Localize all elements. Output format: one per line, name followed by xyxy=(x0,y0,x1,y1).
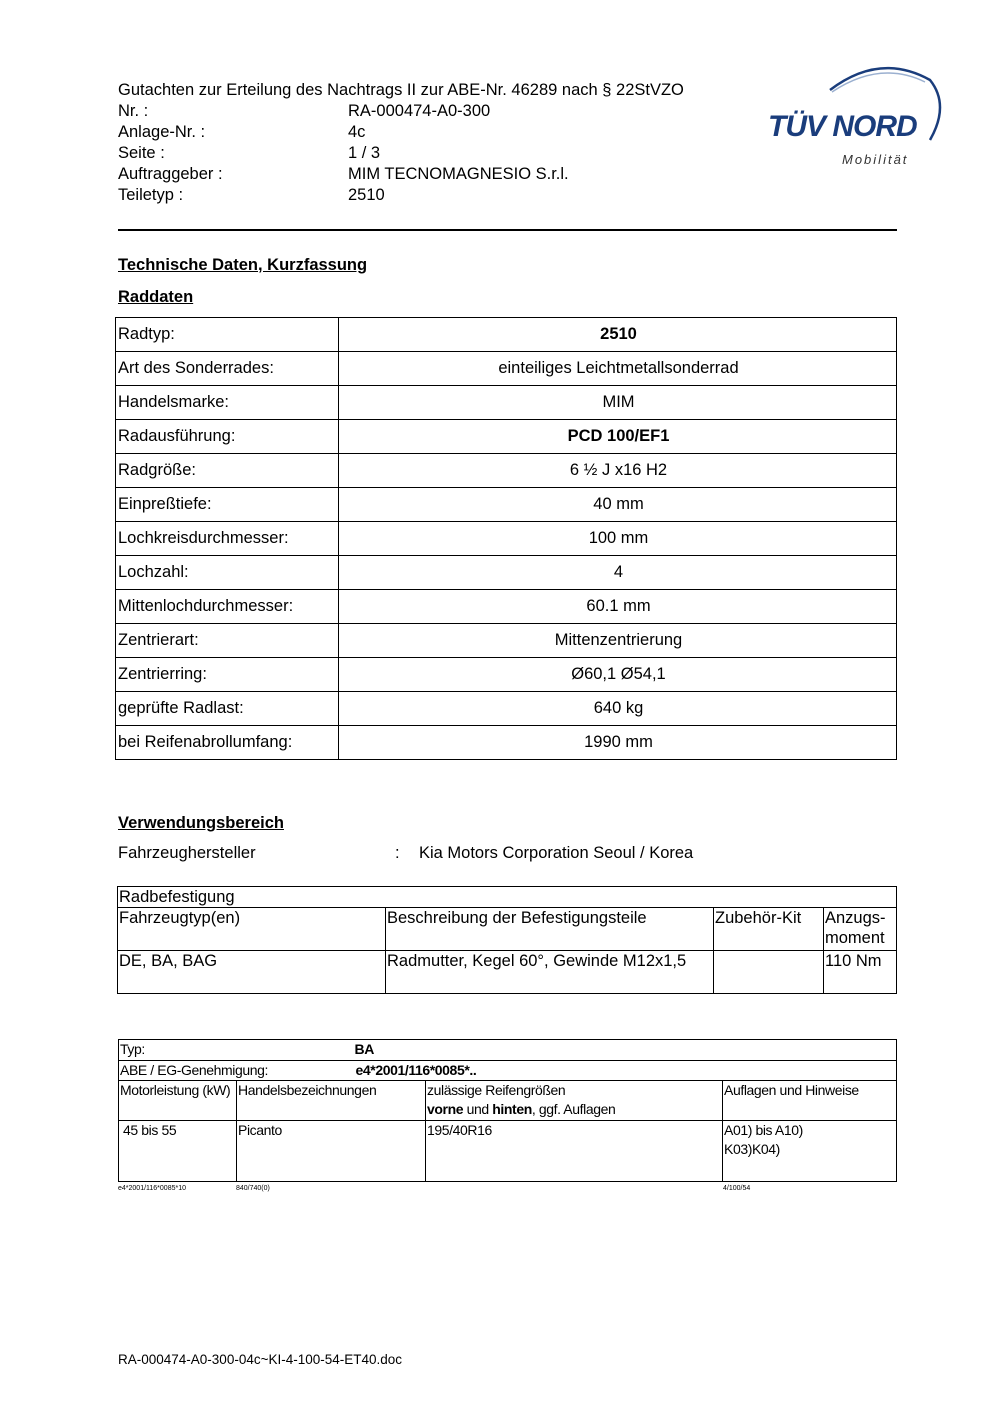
document-filename: RA-000474-A0-300-04c~KI-4-100-54-ET40.doc xyxy=(118,1352,403,1367)
approval-value: e4*2001/116*0085*.. xyxy=(355,1061,826,1081)
manufacturer-label: Fahrzeughersteller xyxy=(118,844,256,862)
header-value: 2510 xyxy=(348,186,385,204)
column-header: Beschreibung der Befestigungsteile xyxy=(386,908,714,951)
wheel-data-table xyxy=(115,317,897,760)
row-value: 100 mm xyxy=(339,522,897,556)
footnote-code: 840/740(0) xyxy=(236,1185,270,1192)
tyres-front: vorne xyxy=(427,1101,464,1117)
row-label: Handelsmarke: xyxy=(116,386,339,420)
manufacturer-line xyxy=(118,844,693,863)
table-row xyxy=(119,1121,897,1182)
tyres-header-line1: zulässige Reifengrößen xyxy=(427,1082,566,1098)
table-row xyxy=(118,908,897,951)
table-row xyxy=(116,488,897,522)
table-row xyxy=(118,951,897,994)
table-row xyxy=(116,692,897,726)
type-approval-table xyxy=(118,1039,897,1182)
row-label: Zentrierring: xyxy=(116,658,339,692)
table-row xyxy=(119,1040,897,1061)
column-header: Motorleistung (kW) xyxy=(119,1081,237,1121)
column-header: Auflagen und Hinweise xyxy=(723,1081,897,1121)
type-value: BA xyxy=(237,1040,897,1061)
table-row xyxy=(116,556,897,590)
row-label: Einpreßtiefe: xyxy=(116,488,339,522)
tyre-cell: 195/40R16 xyxy=(426,1121,723,1182)
row-value: 640 kg xyxy=(339,692,897,726)
header-row-teiletyp xyxy=(118,185,684,206)
table-row xyxy=(116,522,897,556)
mounting-table xyxy=(117,886,897,994)
logo-subtitle: Mobilität xyxy=(842,152,909,167)
row-value: PCD 100/EF1 xyxy=(339,420,897,454)
tyres-rest: , ggf. Auflagen xyxy=(531,1101,616,1117)
table-row xyxy=(119,1061,897,1081)
section-heading-wheel: Raddaten xyxy=(118,288,194,306)
name-cell: Picanto xyxy=(237,1121,426,1182)
row-label: Radtyp: xyxy=(116,318,339,352)
row-value: 60.1 mm xyxy=(339,590,897,624)
table-row xyxy=(116,590,897,624)
type-label: Typ: xyxy=(119,1040,237,1061)
header-label: Auftraggeber : xyxy=(118,165,223,183)
header-divider xyxy=(118,229,897,231)
tyres-rear: hinten xyxy=(492,1101,532,1117)
header-row-seite xyxy=(118,143,684,164)
header-value: 4c xyxy=(348,123,366,141)
header-label: Teiletyp : xyxy=(118,186,184,204)
header-label: Seite : xyxy=(118,144,165,162)
row-label: Lochkreisdurchmesser: xyxy=(116,522,339,556)
row-value: 2510 xyxy=(339,318,897,352)
notes-line2: K03)K04) xyxy=(724,1141,780,1157)
table-row xyxy=(116,352,897,386)
document-header xyxy=(118,80,684,206)
row-label: Mittenlochdurchmesser: xyxy=(116,590,339,624)
manufacturer-value: Kia Motors Corporation Seoul / Korea xyxy=(419,844,694,862)
mounting-title: Radbefestigung xyxy=(118,887,897,908)
header-value: 1 / 3 xyxy=(348,144,381,162)
tyres-and: und xyxy=(463,1101,493,1117)
footnote-notes: 4/100/54 xyxy=(723,1185,751,1192)
header-label: Anlage-Nr. : xyxy=(118,123,206,141)
notes-cell xyxy=(723,1121,897,1182)
header-row-auftraggeber xyxy=(118,164,684,185)
section-heading-usage: Verwendungsbereich xyxy=(118,814,284,832)
notes-line1: A01) bis A10) xyxy=(724,1122,803,1138)
header-row-nr xyxy=(118,101,684,122)
row-value: 40 mm xyxy=(339,488,897,522)
column-header: Fahrzeugtyp(en) xyxy=(118,908,386,951)
row-value: MIM xyxy=(339,386,897,420)
row-value: 6 ½ J x16 H2 xyxy=(339,454,897,488)
table-cell xyxy=(714,951,824,994)
row-label: Zentrierart: xyxy=(116,624,339,658)
table-cell: Radmutter, Kegel 60°, Gewinde M12x1,5 xyxy=(386,951,714,994)
row-label: Lochzahl: xyxy=(116,556,339,590)
row-label: Radgröße: xyxy=(116,454,339,488)
table-cell: 110 Nm xyxy=(824,951,897,994)
header-label: Nr. : xyxy=(118,102,149,120)
header-value: MIM TECNOMAGNESIO S.r.l. xyxy=(348,165,569,183)
tuv-nord-logo xyxy=(760,60,950,170)
column-header-tyres xyxy=(426,1081,723,1121)
section-heading-technical: Technische Daten, Kurzfassung xyxy=(118,256,368,274)
table-row xyxy=(116,454,897,488)
power-cell: 45 bis 55 xyxy=(119,1121,237,1182)
column-header: Zubehör-Kit xyxy=(714,908,824,951)
row-value: 4 xyxy=(339,556,897,590)
row-value: Ø60,1 Ø54,1 xyxy=(339,658,897,692)
table-cell: DE, BA, BAG xyxy=(118,951,386,994)
header-value: RA-000474-A0-300 xyxy=(348,102,491,120)
row-value: 1990 mm xyxy=(339,726,897,760)
row-label: Radausführung: xyxy=(116,420,339,454)
table-row xyxy=(118,887,897,908)
row-value: Mittenzentrierung xyxy=(339,624,897,658)
table-row xyxy=(116,658,897,692)
logo-name: TÜV NORD xyxy=(768,110,917,143)
footnote-approval: e4*2001/116*0085*10 xyxy=(118,1185,186,1192)
table-row xyxy=(116,386,897,420)
row-label: Art des Sonderrades: xyxy=(116,352,339,386)
row-value: einteiliges Leichtmetallsonderrad xyxy=(339,352,897,386)
column-header: Handelsbezeichnungen xyxy=(237,1081,426,1121)
manufacturer-colon: : xyxy=(395,844,400,862)
header-row-anlage xyxy=(118,122,684,143)
report-title: Gutachten zur Erteilung des Nachtrags II zur ABE-Nr. 46289 nach § 22StVZO xyxy=(118,81,684,99)
table-row xyxy=(116,420,897,454)
table-row xyxy=(119,1081,897,1121)
tyres-header-line2 xyxy=(427,1100,722,1119)
approval-label: ABE / EG-Genehmigung: xyxy=(119,1061,426,1081)
row-label: geprüfte Radlast: xyxy=(116,692,339,726)
table-row xyxy=(116,624,897,658)
table-row xyxy=(116,318,897,352)
table-row xyxy=(116,726,897,760)
row-label: bei Reifenabrollumfang: xyxy=(116,726,339,760)
column-header: Anzugs-moment xyxy=(824,908,897,951)
